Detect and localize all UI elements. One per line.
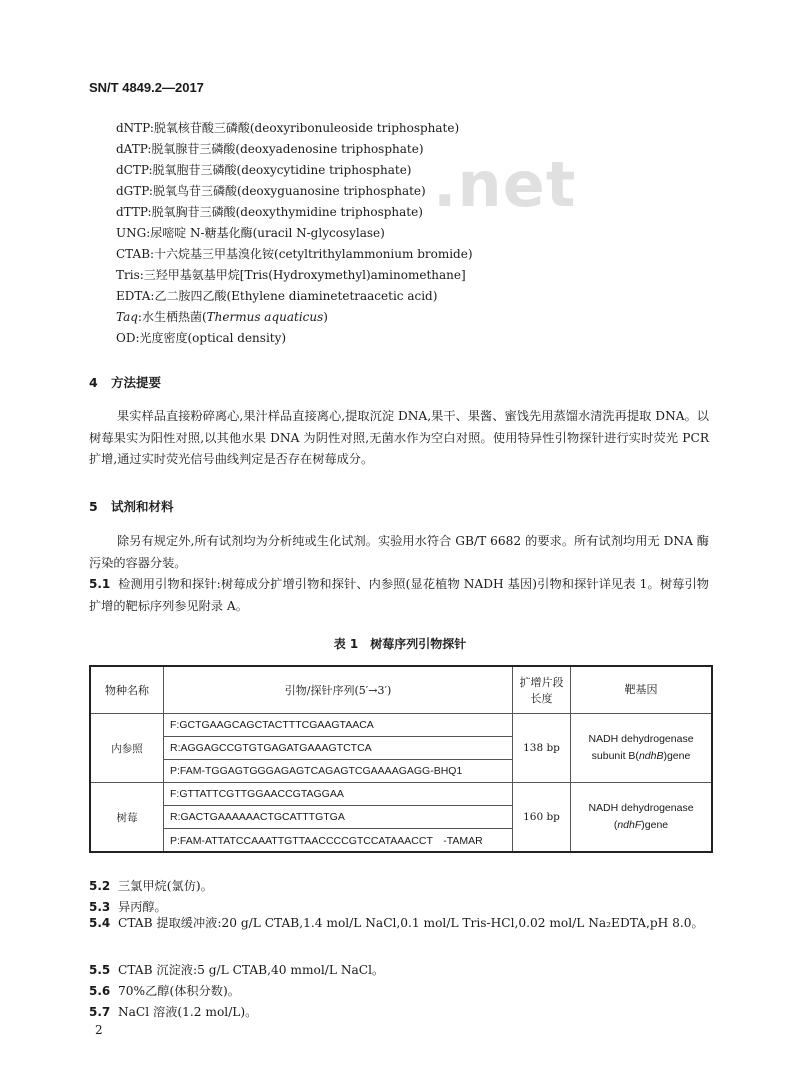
section-number: 4	[89, 375, 98, 390]
item-text: 异丙醇。	[118, 900, 167, 914]
watermark: .net	[433, 148, 577, 221]
gene-cell	[571, 783, 713, 853]
table-row	[90, 714, 712, 737]
gene-cell	[571, 714, 713, 783]
sequence-cell: P:FAM-TGGAGTGGGAGAGTCAGAGTCGAAAAGAGG-BHQ1	[164, 760, 513, 783]
primer-probe-table	[89, 665, 713, 853]
item-number: 5.4	[89, 916, 111, 930]
item-number: 5.1	[89, 577, 111, 591]
item-number: 5.6	[89, 984, 111, 998]
item-number: 5.3	[89, 900, 111, 914]
abbr-dctp: dCTP:脱氧胞苷三磷酸(deoxycytidine triphosphate)	[116, 163, 412, 177]
sequence-cell: R:AGGAGCCGTGTGAGATGAAAGTCTCA	[164, 737, 513, 760]
section-title: 方法提要	[111, 375, 162, 390]
item-5-2	[89, 877, 213, 894]
abbr-datp: dATP:脱氧腺苷三磷酸(deoxyadenosine triphosphate)	[116, 142, 424, 156]
sequence-cell: P:FAM-ATTATCCAAATTGTTAACCCCGTCCATAAACCT -TAMAR	[164, 829, 513, 853]
section-number: 5	[89, 499, 98, 514]
item-5-5	[89, 961, 384, 978]
header-gene: 靶基因	[571, 666, 713, 714]
gene-line: subunit B(ndhB)gene	[591, 750, 691, 762]
section-title: 试剂和材料	[111, 499, 174, 514]
length-cell: 160 bp	[513, 783, 571, 853]
section-4-text: 果实样品直接粉碎离心,果汁样品直接离心,提取沉淀 DNA,果干、果酱、蜜饯先用蒸馏水清洗再提取 DNA。以树莓果实为阳性对照,以其他水果 DNA 为阴性对照,无菌水作为空白对照。使用特异性引物探针进行实时荧光 PCR 扩增,通过实时荧光信号曲线判定是否存在树莓成分。	[89, 409, 709, 466]
sequence-cell: F:GTTATTCGTTGGAACCGTAGGAA	[164, 783, 513, 806]
item-number: 5.2	[89, 879, 111, 893]
item-text: NaCl 溶液(1.2 mol/L)。	[118, 1005, 258, 1019]
sequence-cell: R:GACTGAAAAAACTGCATTTGTGA	[164, 806, 513, 829]
item-5-6	[89, 982, 240, 999]
abbr-ctab: CTAB:十六烷基三甲基溴化铵(cetyltrithylammonium bromide)	[116, 247, 473, 261]
abbr-ung: UNG:尿嘧啶 N-糖基化酶(uracil N-glycosylase)	[116, 226, 385, 240]
abbr-dntp: dNTP:脱氧核苷酸三磷酸(deoxyribonuleoside triphosphate)	[116, 121, 460, 135]
section-5-heading	[89, 497, 174, 515]
sequence-cell: F:GCTGAAGCAGCTACTTTCGAAGTAACA	[164, 714, 513, 737]
species-cell: 树莓	[90, 783, 164, 853]
gene-line: NADH dehydrogenase	[588, 802, 694, 814]
abbr-taq: Taq:水生栖热菌(Thermus aquaticus)	[116, 310, 328, 324]
item-5-4	[89, 913, 709, 934]
item-text: CTAB 提取缓冲液:20 g/L CTAB,1.4 mol/L NaCl,0.1 mol/L Tris-HCl,0.02 mol/L Na₂EDTA,pH 8.0。	[118, 916, 704, 930]
length-cell: 138 bp	[513, 714, 571, 783]
abbr-tris: Tris:三羟甲基氨基甲烷[Tris(Hydroxymethyl)aminomethane]	[116, 268, 466, 282]
section-4-heading	[89, 373, 161, 391]
species-cell: 内参照	[90, 714, 164, 783]
abbr-edta: EDTA:乙二胺四乙酸(Ethylene diaminetetraacetic acid)	[116, 289, 438, 303]
page-number: 2	[95, 1023, 103, 1037]
table-header-row	[90, 666, 712, 714]
table-row	[90, 783, 712, 806]
item-text: 检测用引物和探针:树莓成分扩增引物和探针、内参照(显花植物 NADH 基因)引物和探针详见表 1。树莓引物扩增的靶标序列参见附录 A。	[89, 577, 709, 613]
header-length: 扩增片段长度	[513, 666, 571, 714]
table-caption: 表 1 树莓序列引物探针	[333, 637, 467, 651]
abbr-dgtp: dGTP:脱氧鸟苷三磷酸(deoxyguanosine triphosphate)	[116, 184, 426, 198]
item-5-7	[89, 1003, 257, 1020]
section-5-body	[89, 531, 709, 574]
item-number: 5.7	[89, 1005, 111, 1019]
abbr-od: OD:光度密度(optical density)	[116, 331, 287, 345]
header-sequence: 引物/探针序列(5′→3′)	[164, 666, 513, 714]
item-text: 70%乙醇(体积分数)。	[118, 984, 240, 998]
item-number: 5.5	[89, 963, 111, 977]
section-4-body	[89, 406, 709, 471]
header-species: 物种名称	[90, 666, 164, 714]
item-text: CTAB 沉淀液:5 g/L CTAB,40 mmol/L NaCl。	[118, 963, 385, 977]
section-5-text: 除另有规定外,所有试剂均为分析纯或生化试剂。实验用水符合 GB/T 6682 的要求。所有试剂均用无 DNA 酶污染的容器分装。	[89, 534, 709, 570]
standard-number-header: SN/T 4849.2—2017	[89, 80, 204, 95]
abbr-dttp: dTTP:脱氧胸苷三磷酸(deoxythymidine triphosphate)	[116, 205, 423, 219]
gene-line: (ndhF)gene	[613, 819, 669, 831]
item-5-1	[89, 574, 709, 617]
gene-line: NADH dehydrogenase	[588, 733, 694, 745]
item-text: 三氯甲烷(氯仿)。	[118, 879, 213, 893]
